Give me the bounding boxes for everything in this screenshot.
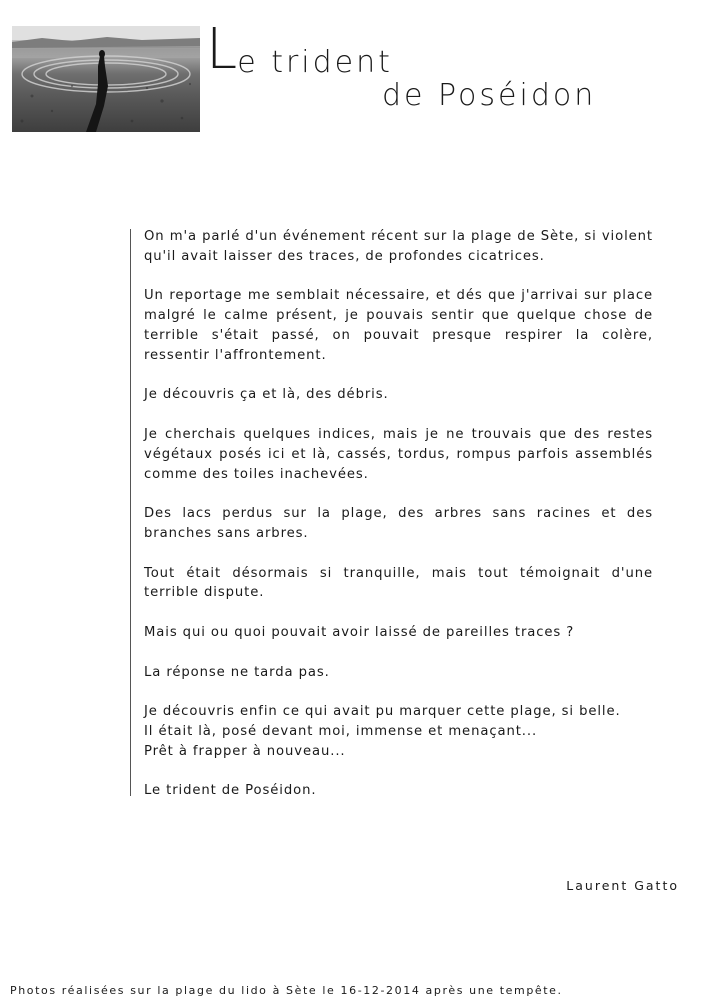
- paragraph-5: Des lacs perdus sur la plage, des arbres sans racines et des branches sans arbres.: [144, 506, 653, 541]
- paragraph-1: On m'a parlé d'un événement récent sur la plage de Sète, si violent qu'il avait laisser des traces, de profondes cicatrices.: [144, 229, 653, 264]
- paragraph-2: Un reportage me semblait nécessaire, et dés que j'arrivai sur place malgré le calme présent, je pouvais sentir que quelque chose de terrible s'était passé, on pouvait presque respirer la colère, ressentir l'affrontement.: [144, 288, 653, 363]
- vertical-divider: [130, 229, 131, 796]
- title-line-1-rest: e trident: [237, 45, 393, 80]
- story-body: [144, 227, 653, 821]
- final-line-1: Je découvris enfin ce qui avait pu marquer cette plage, si belle.: [144, 704, 621, 720]
- paragraph-7: Mais qui ou quoi pouvait avoir laissé de pareilles traces ?: [144, 624, 575, 640]
- author-name: Laurent Gatto: [566, 878, 679, 893]
- paragraph-8: La réponse ne tarda pas.: [144, 664, 330, 680]
- title-initial: L: [206, 17, 238, 82]
- beach-photo-drawing: [12, 26, 200, 132]
- paragraph-3: Je découvris ça et là, des débris.: [144, 387, 389, 403]
- paragraph-6: Tout était désormais si tranquille, mais tout témoignait d'une terrible dispute.: [144, 565, 653, 601]
- paragraph-9: [144, 702, 653, 761]
- beach-photo: [12, 26, 200, 132]
- title-line-2: de Poséidon: [382, 78, 597, 113]
- title-line-1: [206, 17, 393, 82]
- paragraph-4: Je cherchais quelques indices, mais je ne trouvais que des restes végétaux posés ici et là, cassés, tordus, rompus parfois assemblés comme des toiles inachevées.: [144, 426, 653, 482]
- final-line-2: Il était là, posé devant moi, immense et menaçant...: [144, 723, 538, 739]
- final-line-3: Prêt à frapper à nouveau...: [144, 743, 346, 759]
- closing-line: Le trident de Poséidon.: [144, 783, 317, 799]
- photo-credit: Photos réalisées sur la plage du lido à Sète le 16-12-2014 après une tempête.: [10, 984, 563, 997]
